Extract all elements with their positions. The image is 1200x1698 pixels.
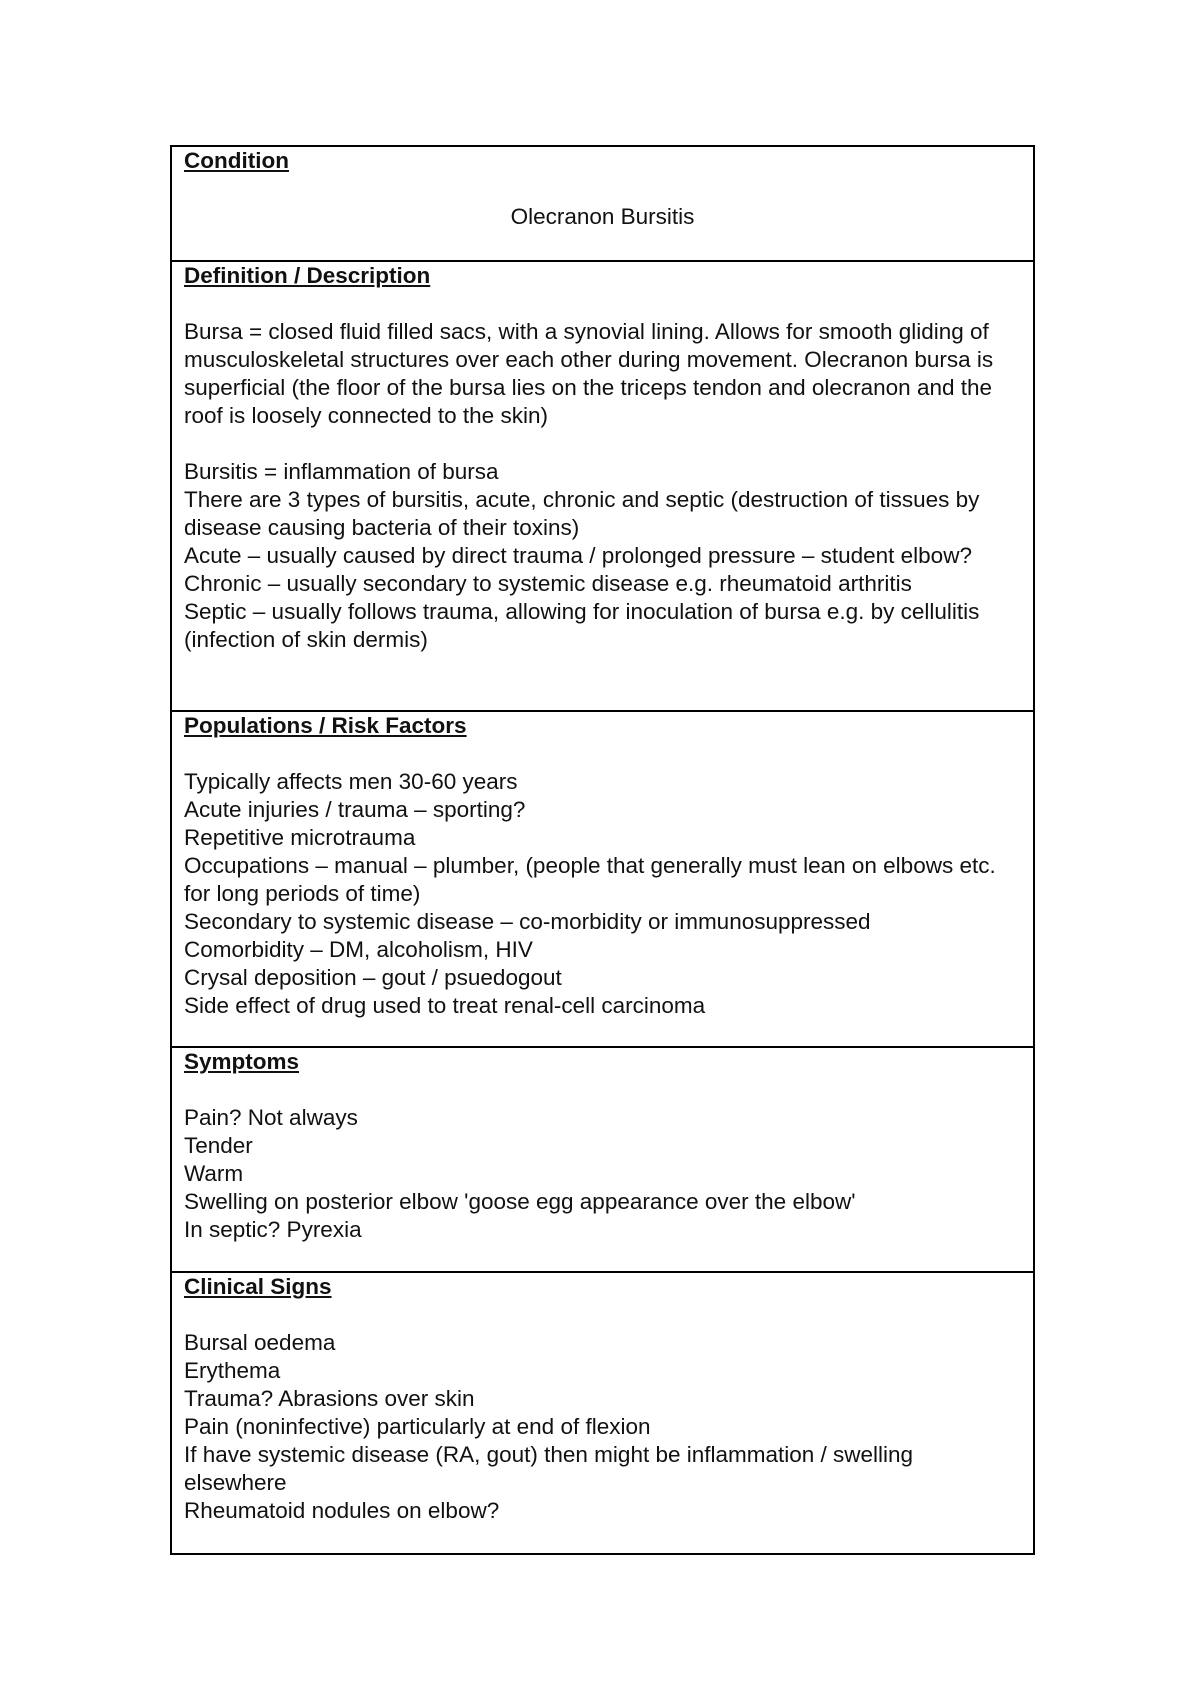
condition-name: Olecranon Bursitis (510, 204, 695, 229)
spacer (184, 740, 1021, 768)
section-heading-clinical-signs: Clinical Signs (184, 1274, 332, 1299)
spacer (184, 1076, 1021, 1104)
section-symptoms (172, 1046, 1033, 1271)
risk-factor-line: Comorbidity – DM, alcoholism, HIV (184, 937, 533, 962)
section-heading-populations: Populations / Risk Factors (184, 713, 467, 738)
section-populations (172, 710, 1033, 1046)
risk-factor-line: Typically affects men 30-60 years (184, 769, 518, 794)
section-heading-condition: Condition (184, 148, 289, 173)
clinical-sign-line: Bursal oedema (184, 1330, 336, 1355)
definition-line: Septic – usually follows trauma, allowing for inoculation of bursa e.g. by cellulitis (infection of skin dermis) (184, 599, 980, 652)
definition-line: Chronic – usually secondary to systemic disease e.g. rheumatoid arthritis (184, 571, 912, 596)
risk-factor-line: Secondary to systemic disease – co-morbidity or immunosuppressed (184, 909, 871, 934)
section-clinical-signs (172, 1271, 1033, 1553)
symptom-line: Swelling on posterior elbow 'goose egg appearance over the elbow' (184, 1189, 856, 1214)
section-heading-symptoms: Symptoms (184, 1049, 300, 1074)
definition-paragraph: Bursa = closed fluid filled sacs, with a synovial lining. Allows for smooth gliding of musculoskeletal structures over each other during movement. Olecranon bursa is superficial (the floor of the bursa lies on the triceps tendon and olecranon and the roof is loosely connected to the skin) (184, 319, 994, 428)
symptom-line: Warm (184, 1161, 244, 1186)
clinical-sign-line: Trauma? Abrasions over skin (184, 1386, 475, 1411)
clinical-sign-line: Rheumatoid nodules on elbow? (184, 1498, 500, 1523)
risk-factor-line: Acute injuries / trauma – sporting? (184, 797, 526, 822)
risk-factor-line: Repetitive microtrauma (184, 825, 416, 850)
definition-line: Bursitis = inflammation of bursa (184, 459, 499, 484)
spacer (184, 175, 1021, 203)
section-definition (172, 260, 1033, 710)
clinical-sign-line: Erythema (184, 1358, 281, 1383)
symptom-line: Tender (184, 1133, 253, 1158)
spacer (184, 430, 1021, 458)
risk-factor-line: Side effect of drug used to treat renal-cell carcinoma (184, 993, 706, 1018)
spacer (184, 290, 1021, 318)
risk-factor-line: Occupations – manual – plumber, (people that generally must lean on elbows etc. for long periods of time) (184, 853, 996, 906)
clinical-sign-line: Pain (noninfective) particularly at end of flexion (184, 1414, 651, 1439)
definition-line: Acute – usually caused by direct trauma / prolonged pressure – student elbow? (184, 543, 972, 568)
spacer (184, 1301, 1021, 1329)
symptom-line: Pain? Not always (184, 1105, 358, 1130)
definition-line: There are 3 types of bursitis, acute, chronic and septic (destruction of tissues by disease causing bacteria of their toxins) (184, 487, 980, 540)
section-heading-definition: Definition / Description (184, 263, 431, 288)
condition-table (170, 145, 1035, 1555)
symptom-line: In septic? Pyrexia (184, 1217, 362, 1242)
risk-factor-line: Crysal deposition – gout / psuedogout (184, 965, 562, 990)
section-condition (172, 147, 1033, 260)
clinical-sign-line: If have systemic disease (RA, gout) then might be inflammation / swelling elsewhere (184, 1442, 914, 1495)
